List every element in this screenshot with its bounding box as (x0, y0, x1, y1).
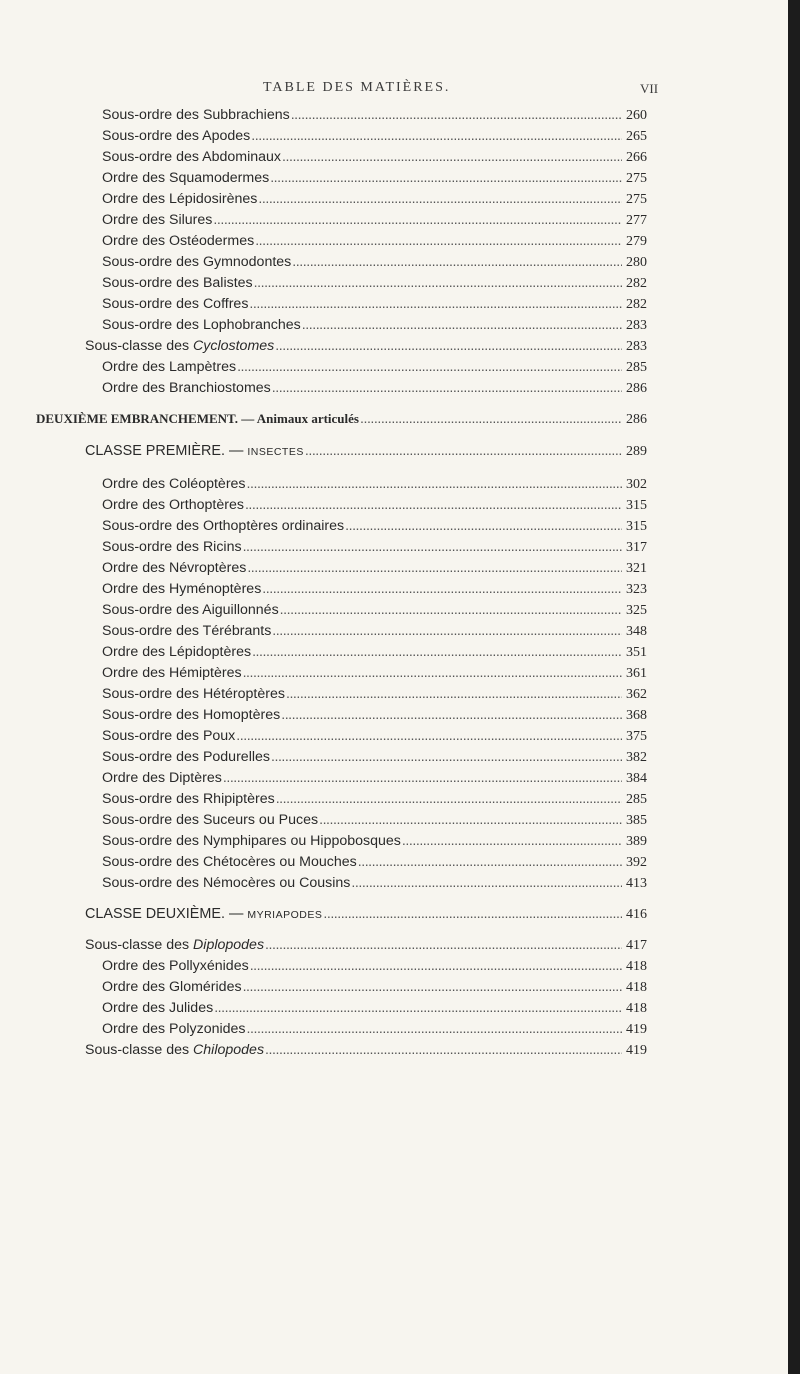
toc-entry-label: Sous-ordre des Orthoptères ordinaires (102, 518, 345, 534)
toc-entry (102, 663, 654, 683)
toc-entry-page: 419 (626, 1022, 647, 1037)
leader-dots (276, 789, 622, 809)
leader-dots (254, 273, 622, 293)
page-edge-shadow (788, 0, 800, 1374)
toc-entry-label: Ordre des Squamodermes (102, 170, 270, 186)
toc-entry-page: 275 (626, 171, 647, 186)
toc-entry-label: Sous-ordre des Némocères ou Cousins (102, 875, 351, 891)
toc-entry-page: 275 (626, 192, 647, 207)
toc-entry-prefix: Sous-classe des (85, 338, 194, 354)
leader-dots (251, 126, 622, 146)
class-name: INSECTES (247, 446, 304, 458)
toc-entry-label: Sous-ordre des Suceurs ou Puces (102, 812, 319, 828)
toc-entry (102, 977, 654, 997)
toc-entry (102, 357, 654, 377)
toc-entry-page: 282 (626, 276, 647, 291)
toc-entry (102, 378, 654, 398)
leader-dots (265, 935, 622, 955)
toc-entry-page: 279 (626, 234, 647, 249)
leader-dots (302, 315, 622, 335)
toc-entry-page: 418 (626, 959, 647, 974)
leader-dots (281, 705, 622, 725)
toc-entry (102, 642, 654, 662)
leader-dots (252, 642, 622, 662)
toc-entry-label: Sous-ordre des Nymphipares ou Hippobosques (102, 833, 401, 849)
toc-entry (102, 516, 654, 536)
toc-entry-label: Sous-ordre des Coffres (102, 296, 249, 312)
toc-entry-label: Ordre des Lampètres (102, 359, 237, 375)
leader-dots (323, 904, 622, 924)
toc-entry (102, 579, 654, 599)
leader-dots (275, 336, 622, 356)
toc-entry-page: 361 (626, 666, 647, 681)
toc-entry-label (85, 1040, 264, 1060)
toc-entry-page: 286 (626, 381, 647, 396)
toc-entry-prefix: Sous-classe des (85, 1042, 194, 1058)
toc-entry-page: 375 (626, 729, 647, 744)
leader-dots (292, 252, 622, 272)
leader-dots (243, 537, 622, 557)
toc-entry-page: 382 (626, 750, 647, 765)
toc-entry-label: Ordre des Branchiostomes (102, 380, 271, 396)
toc-entry-page: 389 (626, 834, 647, 849)
toc-entry (102, 789, 654, 809)
toc-entry-italic: Diplopodes (193, 937, 265, 953)
toc-entry-label: Ordre des Pollyxénides (102, 958, 249, 974)
toc-section-heading (36, 409, 654, 429)
class-dash: — (224, 906, 248, 922)
toc-entry-page: 285 (626, 792, 647, 807)
toc-section-label (36, 409, 359, 429)
toc-entry-label: Ordre des Ostéodermes (102, 233, 255, 249)
toc-entry-page: 416 (626, 907, 647, 922)
toc-entry-label: Ordre des Glomérides (102, 979, 242, 995)
toc-entry-page: 277 (626, 213, 647, 228)
toc-entry (102, 537, 654, 557)
toc-entry-label: Ordre des Lépidosirènes (102, 191, 258, 207)
toc-entry-page: 260 (626, 108, 647, 123)
toc-entry-page: 289 (626, 444, 647, 459)
toc-entry (102, 747, 654, 767)
toc-entry-page: 286 (626, 412, 647, 427)
leader-dots (247, 558, 622, 578)
toc-entry (102, 105, 654, 125)
toc-entry-label: Ordre des Orthoptères (102, 497, 244, 513)
toc-entry (102, 621, 654, 641)
toc-entry-label: Sous-ordre des Rhipiptères (102, 791, 275, 807)
toc-entry-label: Ordre des Lépidoptères (102, 644, 252, 660)
leader-dots (282, 147, 622, 167)
toc-entry-page: 385 (626, 813, 647, 828)
leader-dots (258, 189, 622, 209)
toc-entry-label: Ordre des Coléoptères (102, 476, 246, 492)
page-header (0, 80, 800, 102)
toc-entry-page: 321 (626, 561, 647, 576)
toc-entry (85, 336, 654, 356)
page-number: VII (640, 81, 659, 96)
leader-dots (237, 357, 622, 377)
toc-entry-page: 285 (626, 360, 647, 375)
toc-entry-page: 302 (626, 477, 647, 492)
toc-entry (102, 558, 654, 578)
toc-entry-label: Sous-ordre des Abdominaux (102, 149, 282, 165)
toc-entry-page: 418 (626, 1001, 647, 1016)
toc-entry (102, 315, 654, 335)
toc-entry-label: Sous-ordre des Aiguillonnés (102, 602, 279, 618)
toc-entry (102, 474, 654, 494)
leader-dots (272, 621, 622, 641)
toc-entry-page: 323 (626, 582, 647, 597)
toc-entry-page: 315 (626, 498, 647, 513)
toc-entry-page: 351 (626, 645, 647, 660)
leader-dots (360, 409, 622, 429)
toc-entry-label: Sous-ordre des Apodes (102, 128, 251, 144)
toc-entry (102, 956, 654, 976)
toc-entry-label: Sous-ordre des Gymnodontes (102, 254, 292, 270)
toc-entry (85, 935, 654, 955)
toc-entry-page: 418 (626, 980, 647, 995)
toc-entry-label: Ordre des Diptères (102, 770, 222, 786)
leader-dots (402, 831, 622, 851)
section-main: DEUXIÈME EMBRANCHEMENT. (36, 411, 238, 426)
toc-entry-label: Sous-ordre des Hétéroptères (102, 686, 285, 702)
toc-entry-page: 348 (626, 624, 647, 639)
leader-dots (305, 441, 622, 461)
toc-entry-page: 283 (626, 339, 647, 354)
toc-entry-label: Sous-ordre des Ricins (102, 539, 242, 555)
toc-entry (102, 168, 654, 188)
toc-entry (85, 1040, 654, 1060)
toc-entry-label: Sous-ordre des Térébrants (102, 623, 272, 639)
toc-entry-page: 325 (626, 603, 647, 618)
class-main: CLASSE PREMIÈRE. (85, 443, 225, 459)
toc-entry (102, 768, 654, 788)
toc-entry (102, 252, 654, 272)
toc-entry (102, 600, 654, 620)
leader-dots (351, 873, 622, 893)
toc-entry-page: 419 (626, 1043, 647, 1058)
running-title: TABLE DES MATIÈRES. (263, 80, 451, 95)
class-dash: — (224, 443, 248, 459)
toc-entry (102, 852, 654, 872)
toc-entry-label (85, 336, 274, 356)
toc-entry-label (85, 935, 264, 955)
toc-entry-page: 392 (626, 855, 647, 870)
toc-entry-page: 266 (626, 150, 647, 165)
leader-dots (319, 810, 622, 830)
leader-dots (286, 684, 622, 704)
toc-entry-italic: Chilopodes (193, 1042, 265, 1058)
toc-entry (102, 998, 654, 1018)
toc-entry-label: Sous-ordre des Homoptères (102, 707, 281, 723)
leader-dots (270, 168, 622, 188)
toc-entry-page: 417 (626, 938, 647, 953)
leader-dots (280, 600, 622, 620)
leader-dots (358, 852, 622, 872)
toc-entry-page: 282 (626, 297, 647, 312)
toc-entry-label: Ordre des Névroptères (102, 560, 247, 576)
leader-dots (243, 977, 622, 997)
toc-entry-page: 283 (626, 318, 647, 333)
toc-entry (102, 273, 654, 293)
toc-entry (102, 495, 654, 515)
toc-entry-label: Sous-ordre des Podurelles (102, 749, 270, 765)
toc-entry-label: Sous-ordre des Poux (102, 728, 236, 744)
leader-dots (236, 726, 622, 746)
toc-entry-page: 368 (626, 708, 647, 723)
leader-dots (255, 231, 622, 251)
toc-entry-label: Sous-ordre des Chétocères ou Mouches (102, 854, 357, 870)
toc-entry (102, 726, 654, 746)
toc-entry-label: Sous-ordre des Subbrachiens (102, 107, 290, 123)
class-name: MYRIAPODES (247, 909, 323, 921)
toc-entry (102, 231, 654, 251)
toc-entry (102, 684, 654, 704)
leader-dots (213, 210, 622, 230)
toc-entry (102, 1019, 654, 1039)
leader-dots (265, 1040, 622, 1060)
section-sub: — Animaux articulés (238, 411, 359, 426)
class-main: CLASSE DEUXIÈME. (85, 906, 225, 922)
leader-dots (272, 378, 622, 398)
toc-entry-label: Ordre des Polyzonides (102, 1021, 246, 1037)
toc-entry (102, 810, 654, 830)
class-smallcaps (247, 909, 322, 921)
toc-entry-page: 384 (626, 771, 647, 786)
toc-entry (102, 294, 654, 314)
toc-entry-label: Sous-ordre des Balistes (102, 275, 253, 291)
toc-entry (102, 189, 654, 209)
leader-dots (245, 495, 622, 515)
toc-entry-page: 315 (626, 519, 647, 534)
toc-entry-page: 362 (626, 687, 647, 702)
toc-entry-page: 317 (626, 540, 647, 555)
toc-entry-label: Ordre des Julides (102, 1000, 214, 1016)
leader-dots (345, 516, 622, 536)
toc-entry-label: Ordre des Silures (102, 212, 213, 228)
toc-entry-page: 413 (626, 876, 647, 891)
leader-dots (243, 663, 622, 683)
toc-entry-prefix: Sous-classe des (85, 937, 194, 953)
leader-dots (247, 474, 622, 494)
leader-dots (250, 956, 622, 976)
toc-class-label (85, 441, 304, 462)
toc-entry (102, 831, 654, 851)
toc-entry-page: 265 (626, 129, 647, 144)
toc-entry (102, 705, 654, 725)
toc-entry-page: 280 (626, 255, 647, 270)
toc-class-heading (85, 441, 654, 461)
toc-entry-italic: Cyclostomes (193, 338, 275, 354)
toc-class-label (85, 904, 322, 925)
toc-entry-label: Sous-ordre des Lophobranches (102, 317, 301, 333)
toc-entry (102, 147, 654, 167)
toc-entry-label: Ordre des Hyménoptères (102, 581, 262, 597)
toc-entry (102, 126, 654, 146)
leader-dots (291, 105, 622, 125)
toc-class-heading (85, 904, 654, 924)
leader-dots (271, 747, 622, 767)
leader-dots (249, 294, 622, 314)
leader-dots (223, 768, 622, 788)
leader-dots (247, 1019, 622, 1039)
toc-entry (102, 210, 654, 230)
leader-dots (214, 998, 622, 1018)
class-smallcaps (247, 446, 304, 458)
toc-entry (102, 873, 654, 893)
leader-dots (262, 579, 622, 599)
toc-entry-label: Ordre des Hémiptères (102, 665, 242, 681)
